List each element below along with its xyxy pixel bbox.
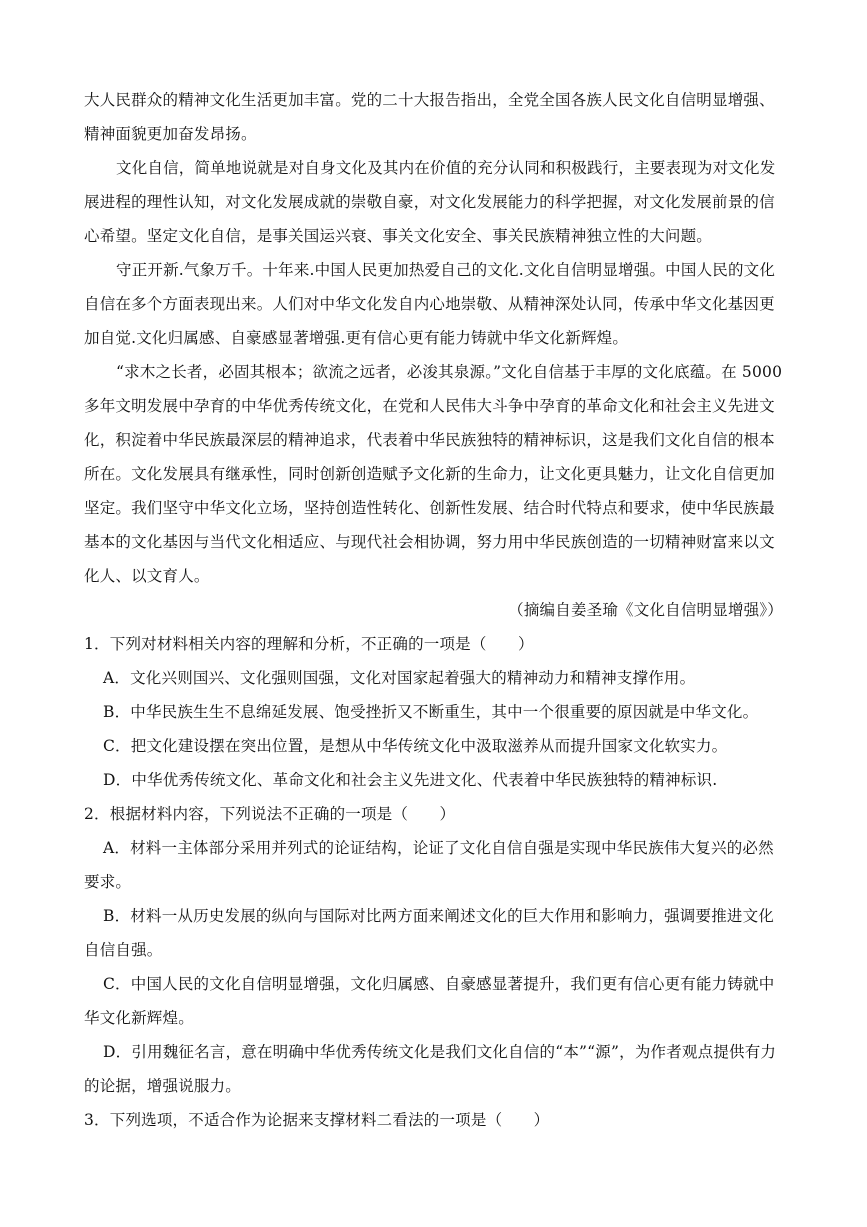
question-1-option-a: A．文化兴则国兴、文化强则国强，文化对国家起着强大的精神动力和精神支撑作用。	[103, 669, 696, 687]
question-2-option-c-cont: 华文化新辉煌。	[84, 1009, 194, 1027]
question-2-option-b: B．材料一从历史发展的纵向与国际对比两方面来阐述文化的巨大作用和影响力，强调要推进文化	[103, 907, 774, 925]
passage-line: 基本的文化基因与当代文化相适应、与现代社会相协调，努力用中华民族创造的一切精神财富来以文	[84, 533, 775, 551]
passage-line: 自信在多个方面表现出来。人们对中华文化发自内心地崇敬、从精神深处认同，传承中华文化基因更	[84, 295, 775, 313]
question-2-option-b-cont: 自信自强。	[84, 941, 163, 959]
question-2-option-c: C．中国人民的文化自信明显增强，文化归属感、自豪感显著提升，我们更有信心更有能力铸就中	[103, 975, 775, 993]
passage-line: 展进程的理性认知，对文化发展成就的崇敬自豪，对文化发展能力的科学把握，对文化发展前景的信	[84, 193, 775, 211]
passage-line: 精神面貌更加奋发昂扬。	[84, 125, 257, 143]
question-2-option-a-cont: 要求。	[84, 873, 132, 891]
question-1-option-b: B．中华民族生生不息绵延发展、饱受挫折又不断重生，其中一个很重要的原因就是中华文化。	[103, 703, 759, 721]
passage-line: 化，积淀着中华民族最深层的精神追求，代表着中华民族独特的精神标识，这是我们文化自信的根本	[84, 431, 775, 449]
passage-line: 守正开新.气象万千。十年来.中国人民更加热爱自己的文化.文化自信明显增强。中国人民的文化	[116, 261, 776, 279]
passage-line: 化人、以文育人。	[84, 567, 210, 585]
passage-line: 坚定。我们坚守中华文化立场，坚持创造性转化、创新性发展、结合时代特点和要求，使中华民族最	[84, 499, 775, 517]
question-1-option-c: C．把文化建设摆在突出位置，是想从中华传统文化中汲取滋养从而提升国家文化软实力。	[103, 737, 728, 755]
passage-line: 加自觉.文化归属感、自豪感显著增强.更有信心更有能力铸就中华文化新辉煌。	[84, 329, 629, 347]
passage-line: 心希望。坚定文化自信，是事关国运兴衰、事关文化安全、事关民族精神独立性的大问题。	[84, 227, 713, 245]
passage-line: 文化自信，简单地说就是对自身文化及其内在价值的充分认同和积极践行，主要表现为对文化发	[116, 159, 776, 177]
question-1-stem: 1．下列对材料相关内容的理解和分析，不正确的一项是（ ）	[84, 635, 534, 653]
passage-line: “求木之长者，必固其根本；欲流之远者，必浚其泉源。”文化自信基于丰厚的文化底蕴。在 5000	[116, 363, 783, 381]
question-2-option-a: A．材料一主体部分采用并列式的论证结构，论证了文化自信自强是实现中华民族伟大复兴的必然	[103, 839, 774, 857]
question-3-stem: 3．下列选项，不适合作为论据来支撑材料二看法的一项是（ ）	[84, 1111, 550, 1129]
question-2-option-d: D．引用魏征名言，意在明确中华优秀传统文化是我们文化自信的“本”“源”，为作者观点提供有力	[103, 1043, 777, 1061]
question-2-option-d-cont: 的论据，增强说服力。	[84, 1077, 242, 1095]
question-1-option-d: D．中华优秀传统文化、革命文化和社会主义先进文化、代表着中华民族独特的精神标识.	[103, 771, 718, 789]
passage-line: 多年文明发展中孕育的中华优秀传统文化，在党和人民伟大斗争中孕育的革命文化和社会主义先进文	[84, 397, 775, 415]
question-2-stem: 2．根据材料内容，下列说法不正确的一项是（ ）	[84, 805, 456, 823]
passage-line: 大人民群众的精神文化生活更加丰富。党的二十大报告指出，全党全国各族人民文化自信明显增强、	[84, 91, 775, 109]
source-citation: （摘编自姜圣瑜《文化自信明显增强》）	[508, 601, 783, 619]
passage-line: 所在。文化发展具有继承性，同时创新创造赋予文化新的生命力，让文化更具魅力，让文化自信更加	[84, 465, 775, 483]
